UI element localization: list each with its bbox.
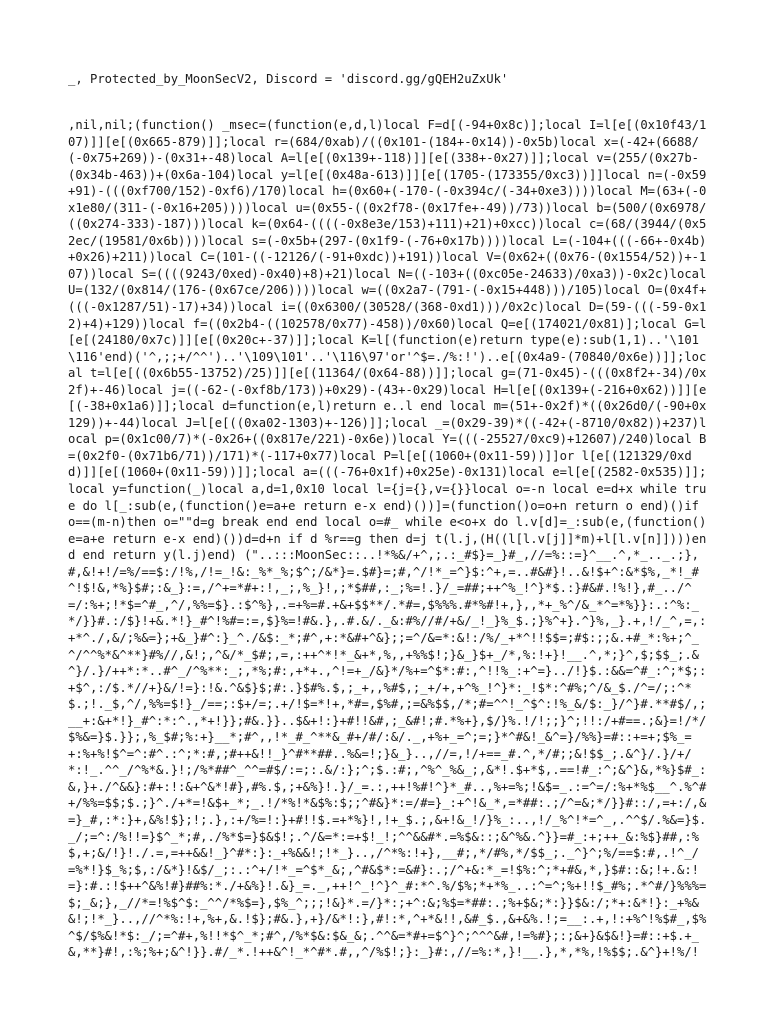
protection-header-line: _, Protected_by_MoonSecV2, Discord = 'discord.gg/gQEH2uZxUk' bbox=[68, 72, 509, 86]
obfuscated-code-body: ,nil,nil;(function() _msec=(function(e,d,l)local F=d[(-94+0x8c)];local I=l[e[(0x10f43/107)]][e[(0x665-879)]];local r=(684/0xab)/((0x101-(184+-0x14))-0x5b)local x=(-42+(6688/(-0x75+269))-(0x31+-48)local A=l[e[(0x139+-118)]][e[(338+-0x27)]];local v=(255/(0x27b-(0x34b-463))+(0x6a-104)local y=l[e[(0x48a-613)]][e[(1705-(173355/0xc3))]]local n=(-0x59+91)-(((0xf700/152)-0xf6)/170)local h=(0x60+(-170-(-0x394c/(-34+0xe3))))local M=(63+(-0x1e80/(311-(-0x16+205))))local u=(0x55-((0x2f78-(0x17fe+-49))/73))local b=(500/(0x6978/((0x274-333)-187)))local k=(0x64-((((-0x8e3e/153)+111)+21)+0xcc))local c=(68/(3944/(0x52ec/(19581/0x6b))))local s=(-0x5b+(297-(0x1f9-(-76+0x17b))))local L=(-104+(((-66+-0x4b)+0x26)+211))local C=(101-((-12126/(-91+0xdc))+191))local V=(0x62+((0x76-(0x1554/52))+-107))local S=((((9243/0xed)-0x40)+8)+21)local N=((-103+((0xc05e-24633)/0xa3))-0x2c)local U=(132/(0x814/(176-(0x67ce/206))))local w=((0x2a7-(791-(-0x15+448)))/105)local O=(0x4f+(((-0x1287/51)-17)+34))local i=((0x6300/(30528/(368-0xd1)))/0x2c)local D=(59-(((-59-0x12)+4)+129))local f=((0x2b4-((102578/0x77)-458))/0x60)local Q=e[(174021/0x81)];local G=l[e[(24180/0x7c)]][e[(0x20c+-37)]];local K=l[(function(e)return type(e):sub(1,1)..'\101\116'end)('^,;;+/^^')..'\109\101'..'\116\97'or'^$=./%:!')..e[(0x4a9-(70840/0x6e))]];local t=l[e[((0x6b55-13752)/25)]][e[(11364/(0x64-88))]];local g=(71-0x45)-(((0x8f2+-34)/0x2f)+-46)local j=((-62-(-0xf8b/173))+0x29)-(43+-0x29)local H=l[e[(0x139+(-216+0x62))]][e[(-38+0x1a6)]];local d=function(e,l)return e..l end local m=(51+-0x2f)*((0x26d0/(-90+0x129))+-44)local J=l[e[((0xa02-1303)+-126)]];local _=(0x29-39)*((-42+(-8710/0x82))+237)local p=(0x1c00/7)*(-0x26+((0x817e/221)-0x6e))local Y=(((-25527/0xc9)+12607)/240)local B=(0x2f0-(0x71b6/71))/171)*(-117+0x77)local P=l[e[(1060+(0x11-59))]]or l[e[(121329/0xdd)]][e[(1060+(0x11-59))]];local a=(((-76+0x1f)+0x25e)-0x131)local e=l[e[(2582-0x535)]];local y=function(_)local a,d=1,0x10 local l={j={},v={}}local o=-n local e=d+x while true do l[_:sub(e,(function()e=a+e return e-x end)())]=(function()o=o+n return o end)()if o==(m-n)then o=""d=g break end end local o=#_ while e<o+x do l.v[d]=_:sub(e,(function()e=a+e return e-x end)())d=d+n if d %r==g then d=j t(l.j,(H((l[l.v[j]]*m)+l[l.v[n]])))end end return y(l.j)end) ("..:::MoonSec::..!*%&/+^,;.:_#$}=_}#_,//=%::=}^__.^,*_.._.;},#,&!+!/=%/==$:/!%,/!=_!&:_%*_%;$^;/&*}=.$#}=;#,^/!*_=^}$:^+,=..#&#}!..&!$+^:&*$%,_*!_#^!$!&,*%}$#;:&_}:=,/^+=*#+:!,_;,%_}!,;*$##,:_;%=!.}/_=##;++^%_!^}*$.:}#&#.!%!},#_../^=/:%+;!*$=^#_,^/,%%=$}.:$^%},.=+%=#.+&+$$**/.*#=,$%%%.#*%#!+,},,*+_%^/&_*^=*%}}:.:^%:_*/}}#.:/$}!+&.*!}_#^!%#=:=,$}%=!#&.},.#.&/._&:#%//#/+&/_!_}%_$.;}%^+}.^}%,_}.+,!/_^,=,:+*^./,&/;%&=};+&_}#^:}_^./&$:_*;#^,+:*&#+^&};;=^/&=*:&!:/%/_+*^!!$$=;#$:;;&.+#_*:%+;^_^/^^%*&^**}#%//,&!;,^&/*_$#;,=,:++^*!*_&+*,%,,+%%$!;}&_}$+_/*,%:!+}!__.^,*;}^,$;$$_;.&^}/.}/++*:*..#^_/^%**:_;,*%;#:,+*+.,^!=+_/&}*/%+=^$*:#:,^!!%_:+^=}../!}$.:&&=^#_:^;*$;:+$^,:/$.*//+}&/!=}:!&.^&$}$;#:.}$#%.$,;_+,,%#$,;_+/+,+^%_!^}*:_!$*:^#%;^/&_$./^=/;:^*$.;!._$,^/,%%=$!}_/==;:$+/=;.+/!$=*!+,*#=,$%#,;=&%$$,/*;#=^^!_^$^:!%_&/$:_}/^}#.**#$/,;__+:&+*!}_#^:*:^.,*+!}};#&.}}..$&+!:}+#!!&#,;_&#!;#.*%+},$/}%.!/!;;}^;!!:/+#==.;&}=!/*/$%&=}$.}};,%_$#;%:+}__*;#^,,!*_#_^**&_#+/#/:&/._,+%+_=^;=;}*^#&!_&^=}/%%}=#::+=+;$%_=+:%+%!$^=^:#^.:^;*:#,;#++&!!_}^#**##..%&=!;}&_}..,//=,!/+==_#.^,*/#;;&!$$_;.&^}/.}/+/*:!_.^^_/^%*&.}!;/%*##^_^^=#$/:=;:.&/:};^;$.:#;,^%^_%&_;,&*!.$+*$,.==!#_:^;&^}&,*%}$#_:&,}+./^&&}:#+:!:&+^&*!#},#%.$,;+&%}!.}/_=.:,++!%#!^}*_#..,%+=%;!&$=_.:=^=/:%+*%$__^.%^#+/%%=$$;$.;}^./+*=!&$+_*;_.!/*%!*&$%:$;;^#&}*:=/#=}_:+^!&_*,=*##:.;/^=&;*/}}#::/,=+:/,&=}_#,:*:}+,&%!$};!;.},:+/%=!:}+#!!$.=+*%}!,!+_$.;,&+!&_!/}%_:..,!/_%^!*=^_,.^^$/.%&=}$._/;=^:/%!!=}$^_*;#,./%*$=}$&$!;.^/&=*:=+$!_!;^^&&#*.=%$&::;&^%&.^}}=#_:+;++_&:%$}##,:%$,+;&/!}!./.=,=++&&!_}^#*:}:_+%&&!;!*_}..,/^*%:!+},__#;,*/#%,*/$$_;._^}^;%/==$:#,.!^_/=%*!}$_%;$,:/&*}!&$/_;:.:^+/!*_=^$*_&;,^#&$*:=&#}:.;/^+&:*_=!$%:^;*+#&,*,}$#::&;!+.&:!=}:#.:!$++^&%!#}##%:*./+&%}!.&}_=._,++!^_!^}^_#:*^.%/$%;*+*%_..:^=^;%+!!$_#%;.*^#/}%%%=$;_&;},_//*=!%$^$:_^^/*%$=},$%_^;;;!&}*.=/}*:;+^:&;%$=*##:.;%+$&;*:}}$&:/;*+:&*!}:_+%&&!;!*_}..,//^*%:!+,%+,&.!$};#&.},+}/&*!:},#!:*,^+*&!!,&#_$.,&+&%.!;=__:.+,!:+%^!%$#_,$%^$/$%&!*$:_/;=^#+,%!!*$^_*;#^,/%*$&:$&_&;.^^&=*#+=$^}^;^^^&#,!=%#};:;&+}&$&!}=#::+$.+_&,**}#!,:%;%+;&^!}}.#/_*.!++&^!_*^#*.#,,^/%$!;}:_}#:,//=%:*,}!__.},*,*%,!%$$;.&^}+!%/! bbox=[68, 118, 714, 960]
document-page bbox=[68, 0, 714, 1024]
